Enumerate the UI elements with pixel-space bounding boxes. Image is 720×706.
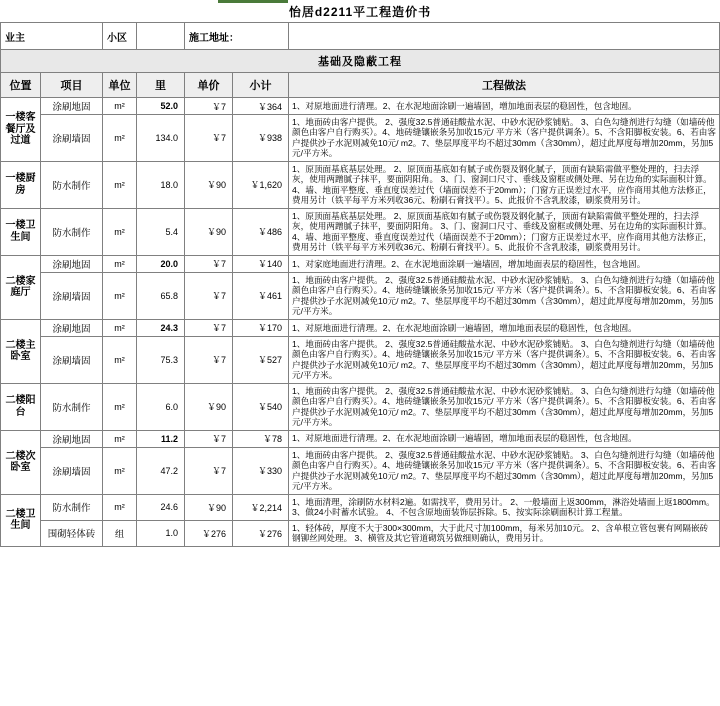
row-unit-price: ￥276	[185, 520, 233, 546]
row-quantity: 134.0	[137, 115, 185, 162]
row-unit: m²	[103, 255, 137, 272]
row-unit: m²	[103, 383, 137, 430]
row-item: 涂刷地固	[41, 430, 103, 447]
row-quantity: 47.2	[137, 447, 185, 494]
section-banner	[1, 50, 720, 73]
row-item: 防水制作	[41, 383, 103, 430]
table-row	[1, 161, 720, 208]
row-position: 一楼卫生间	[1, 208, 41, 255]
table-row	[1, 208, 720, 255]
row-subtotal: ￥78	[233, 430, 289, 447]
row-subtotal: ￥330	[233, 447, 289, 494]
row-item: 涂刷墙固	[41, 336, 103, 383]
row-item: 防水制作	[41, 161, 103, 208]
row-quantity: 52.0	[137, 98, 185, 115]
address-label: 施工地址：	[185, 23, 289, 50]
row-quantity: 75.3	[137, 336, 185, 383]
table-row	[1, 319, 720, 336]
row-method-description: 1、原顶面基底基层处理。 2、原顶面基底如有腻子或伤裂及钢化腻子，顶面有缺陷需做平整处理的，扫去浮灰，使用两蹭腻子抹平，要面阴阳角。 3、门、窗洞口尺寸、垂线及窗框或侧处理、另在边角的实际面积计算。 4、墙、地面平整度、垂直度误差过代（墙面误差不于20mm）；门窗方正误差过水平，应作商用其他方法修正，费用另计（铁平每平方米列收36元、粉刷石膏找平）。5、此报价不含乳胶漆，刷浆费用另计。	[289, 208, 720, 255]
row-quantity: 24.6	[137, 494, 185, 520]
row-quantity: 11.2	[137, 430, 185, 447]
row-position: 二楼阳台	[1, 383, 41, 430]
row-method-description: 1、对原地面进行清理。2、在水泥地面涂刷一遍墙固，增加地面表层的稳固性，包含地固。	[289, 98, 720, 115]
document-title-row	[0, 0, 720, 22]
table-row	[1, 494, 720, 520]
row-subtotal: ￥461	[233, 272, 289, 319]
row-unit-price: ￥7	[185, 319, 233, 336]
row-unit-price: ￥7	[185, 255, 233, 272]
table-row	[1, 520, 720, 546]
col-position: 位置	[1, 73, 41, 98]
row-method-description: 1、对原地面进行清理。2、在水泥地面涂刷一遍墙固，增加地面表层的稳固性，包含地固。	[289, 319, 720, 336]
row-quantity: 18.0	[137, 161, 185, 208]
table-row	[1, 115, 720, 162]
row-method-description: 1、轻体砖，厚度不大于300×300mm，大于此尺寸加100mm，每米另加10元。 2、含单根立管包裹有网隔嵌砖钢铆丝网处理。 3、横管及其它管道砌筑另做细则确认，费用另计。	[289, 520, 720, 546]
row-unit: m²	[103, 161, 137, 208]
col-price: 单价	[185, 73, 233, 98]
row-unit: m²	[103, 494, 137, 520]
owner-label: 业主	[1, 23, 103, 50]
row-unit-price: ￥7	[185, 336, 233, 383]
row-item: 涂刷墙固	[41, 115, 103, 162]
row-unit: m²	[103, 98, 137, 115]
section-title: 基础及隐蔽工程	[1, 50, 720, 73]
table-row	[1, 98, 720, 115]
row-unit-price: ￥7	[185, 115, 233, 162]
table-header-row	[1, 73, 720, 98]
row-item: 防水制作	[41, 208, 103, 255]
row-quantity: 5.4	[137, 208, 185, 255]
col-unit: 单位	[103, 73, 137, 98]
row-unit-price: ￥7	[185, 272, 233, 319]
owner-info-row	[1, 23, 720, 50]
row-subtotal: ￥1,620	[233, 161, 289, 208]
row-unit-price: ￥90	[185, 208, 233, 255]
row-method-description: 1、地面砖由客户提供。 2、强度32.5普通硅酸盐水泥、中砂水泥砂浆铺贴。 3、白色勾缝剂进行勾缝（如墙砖他颜色由客户自行购买）。4、地砖缝镶嵌条另加收15元/ 平方米（客户提供调条）。5、不含阳脚板安装。6、若由客户提供沙子水泥则减免10元/ m2。7、垫层厚度平均不超过30mm（含30mm），超过此厚度每增加20mm，另加5元/平方米。	[289, 383, 720, 430]
row-quantity: 20.0	[137, 255, 185, 272]
row-quantity: 24.3	[137, 319, 185, 336]
table-row	[1, 383, 720, 430]
row-item: 涂刷地固	[41, 98, 103, 115]
col-method: 工程做法	[289, 73, 720, 98]
row-quantity: 65.8	[137, 272, 185, 319]
community-label: 小区	[103, 23, 137, 50]
row-unit: m²	[103, 208, 137, 255]
row-unit-price: ￥7	[185, 447, 233, 494]
row-subtotal: ￥2,214	[233, 494, 289, 520]
community-value[interactable]	[137, 23, 185, 50]
row-unit-price: ￥90	[185, 161, 233, 208]
table-row	[1, 447, 720, 494]
row-quantity: 6.0	[137, 383, 185, 430]
green-marker	[218, 0, 288, 3]
row-unit-price: ￥90	[185, 494, 233, 520]
row-subtotal: ￥170	[233, 319, 289, 336]
row-subtotal: ￥140	[233, 255, 289, 272]
row-item: 涂刷墙固	[41, 272, 103, 319]
row-position: 二楼家庭厅	[1, 255, 41, 319]
row-unit: m²	[103, 319, 137, 336]
row-position: 二楼卫生间	[1, 494, 41, 546]
address-value[interactable]	[289, 23, 720, 50]
row-position: 二楼主卧室	[1, 319, 41, 383]
row-method-description: 1、地面砖由客户提供。 2、强度32.5普通硅酸盐水泥、中砂水泥砂浆铺贴。 3、白色勾缝剂进行勾缝（如墙砖他颜色由客户自行购买）。4、地砖缝镶嵌条另加收15元/ 平方米（客户提供调条）。5、不含阳脚板安装。6、若由客户提供沙子水泥则减免10元/ m2。7、垫层厚度平均不超过30mm（含30mm），超过此厚度每增加20mm，另加5元/平方米。	[289, 336, 720, 383]
col-item: 项目	[41, 73, 103, 98]
row-subtotal: ￥540	[233, 383, 289, 430]
row-item: 涂刷墙固	[41, 447, 103, 494]
col-subtotal: 小计	[233, 73, 289, 98]
table-row	[1, 336, 720, 383]
row-subtotal: ￥364	[233, 98, 289, 115]
table-row	[1, 272, 720, 319]
row-subtotal: ￥527	[233, 336, 289, 383]
row-unit: m²	[103, 272, 137, 319]
row-method-description: 1、原顶面基底基层处理。 2、原顶面基底如有腻子或伤裂及钢化腻子，顶面有缺陷需做平整处理的，扫去浮灰，使用两蹭腻子抹平，要面阴阳角。 3、门、窗洞口尺寸、垂线及窗框或侧处理、另在边角的实际面积计算。 4、墙、地面平整度、垂直度误差过代（墙面误差不于20mm）；门窗方正误差过水平，应作商用其他方法修正，费用另计（铁平每平方米列收36元、粉刷石膏找平）。5、此报价不含乳胶漆，刷浆费用另计。	[289, 161, 720, 208]
row-position: 一楼厨房	[1, 161, 41, 208]
row-method-description: 1、地面砖由客户提供。 2、强度32.5普通硅酸盐水泥、中砂水泥砂浆铺贴。 3、白色勾缝剂进行勾缝（如墙砖他颜色由客户自行购买）。4、地砖缝镶嵌条另加收15元/ 平方米（客户提供调条）。5、不含阳脚板安装。6、若由客户提供沙子水泥则减免10元/ m2。7、垫层厚度平均不超过30mm（含30mm），超过此厚度每增加20mm，另加5元/平方米。	[289, 115, 720, 162]
row-position: 一楼客餐厅及过道	[1, 98, 41, 162]
row-subtotal: ￥938	[233, 115, 289, 162]
row-unit: m²	[103, 447, 137, 494]
row-method-description: 1、对原地面进行清理。2、在水泥地面涂刷一遍墙固，增加地面表层的稳固性，包含地固。	[289, 430, 720, 447]
row-item: 涂刷地固	[41, 255, 103, 272]
row-unit-price: ￥90	[185, 383, 233, 430]
page-title: 怡居d2211平工程造价书	[288, 4, 432, 19]
row-item: 防水制作	[41, 494, 103, 520]
row-quantity: 1.0	[137, 520, 185, 546]
row-subtotal: ￥486	[233, 208, 289, 255]
row-method-description: 1、地面清理，涂刷防水材料2遍。如需找平，费用另计。 2、一般墙面上返300mm，淋浴处墙面上返1800mm。3、做24小时蓄水试验。 4、不包含原地面装饰层拆除。5、按实际涂刷面积计算工程量。	[289, 494, 720, 520]
table-row	[1, 255, 720, 272]
row-item: 围砌轻体砖	[41, 520, 103, 546]
col-quantity: 里	[137, 73, 185, 98]
row-method-description: 1、对家庭地面进行清理。2、在水泥地面涂刷一遍墙固，增加地面表层的稳固性，包含地固。	[289, 255, 720, 272]
row-subtotal: ￥276	[233, 520, 289, 546]
row-position: 二楼次卧室	[1, 430, 41, 494]
row-unit: m²	[103, 430, 137, 447]
row-method-description: 1、地面砖由客户提供。 2、强度32.5普通硅酸盐水泥、中砂水泥砂浆铺贴。 3、白色勾缝剂进行勾缝（如墙砖他颜色由客户自行购买）。4、地砖缝镶嵌条另加收15元/ 平方米（客户提供调条）。5、不含阳脚板安装。6、若由客户提供沙子水泥则减免10元/ m2。7、垫层厚度平均不超过30mm（含30mm），超过此厚度每增加20mm，另加5元/平方米。	[289, 272, 720, 319]
row-unit: 组	[103, 520, 137, 546]
row-item: 涂刷地固	[41, 319, 103, 336]
row-unit-price: ￥7	[185, 98, 233, 115]
row-method-description: 1、地面砖由客户提供。 2、强度32.5普通硅酸盐水泥、中砂水泥砂浆铺贴。 3、白色勾缝剂进行勾缝（如墙砖他颜色由客户自行购买）。4、地砖缝镶嵌条另加收15元/ 平方米（客户提供调条）。5、不含阳脚板安装。6、若由客户提供沙子水泥则减免10元/ m2。7、垫层厚度平均不超过30mm（含30mm），超过此厚度每增加20mm，另加5元/平方米。	[289, 447, 720, 494]
table-row	[1, 430, 720, 447]
row-unit: m²	[103, 115, 137, 162]
estimate-table	[0, 22, 720, 547]
row-unit: m²	[103, 336, 137, 383]
row-unit-price: ￥7	[185, 430, 233, 447]
